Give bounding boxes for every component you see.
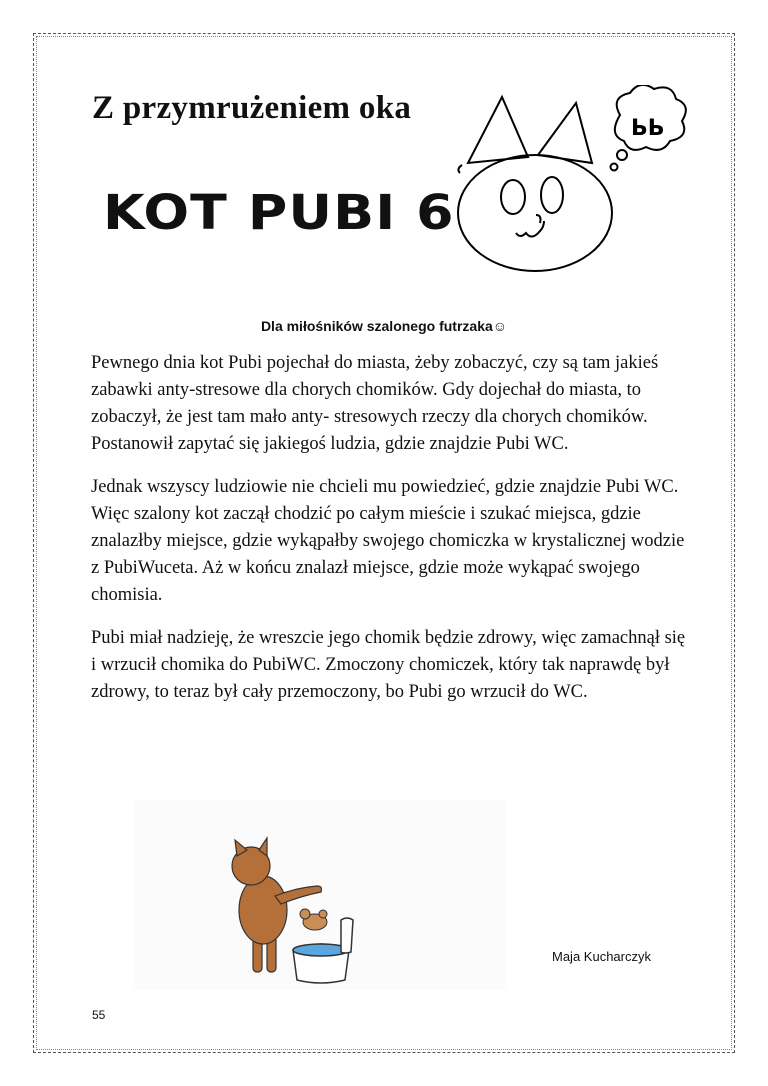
dedication-line: Dla miłośników szalonego futrzaka☺ bbox=[260, 318, 508, 334]
cat-left-ear bbox=[468, 97, 528, 163]
cat-head-tuft bbox=[458, 165, 462, 173]
story-paragraph: Pewnego dnia kot Pubi pojechał do miasta, żeby zobaczyć, czy są tam jakieś zabawki anty-stresowe dla chorych chomików. Gdy dojechał do miasta, to zobaczył, że jest tam mało anty- stresowych rzeczy dla chorych chomików. Postanowił zapytać się jakiegoś ludzia, gdzie znajdzie Pubi WC. bbox=[91, 353, 659, 454]
svg-text:ЬЬ: ЬЬ bbox=[631, 116, 665, 141]
cat-mouth bbox=[516, 221, 544, 237]
hamster-figure bbox=[300, 909, 327, 930]
main-title: KOT PUBI 6 bbox=[103, 185, 455, 241]
story-paragraph: Pubi miał nadzieję, że wreszcie jego chomik będzie zdrowy, więc zamachnął się i wrzucił chomika do PubiWC. Zmoczony chomiczek, który tak naprawdę był zdrowy, to teraz był cały przemoczony, bo Pubi go wrzucił do WC. bbox=[91, 628, 686, 702]
cat-right-eye bbox=[541, 177, 563, 213]
cat-left-eye bbox=[501, 180, 525, 214]
cat-throwing-hamster-illustration bbox=[135, 800, 505, 990]
cat-face-drawing bbox=[450, 85, 700, 275]
cat-head bbox=[458, 155, 612, 271]
author-name: Maja Kucharczyk bbox=[552, 949, 651, 964]
page-number: 55 bbox=[92, 1008, 106, 1022]
cat-nose bbox=[536, 215, 541, 223]
cat-right-ear bbox=[538, 103, 592, 163]
section-title: Z przymrużeniem oka bbox=[92, 90, 412, 126]
thought-bubble-icon bbox=[611, 85, 686, 171]
story-body bbox=[91, 350, 691, 722]
story-paragraph: Jednak wszyscy ludziowie nie chcieli mu powiedzieć, gdzie znajdzie Pubi WC. Więc szalony kot zaczął chodzić po całym mieście i szukać miejsca, gdzie znalazłby miejsce, gdzie wykąpałby swojego chomiczka w krystalicznej wodzie z PubiWuceta. Aż w końcu znalazł miejsce, gdzie może wykąpać swojego chomisia. bbox=[91, 477, 685, 605]
